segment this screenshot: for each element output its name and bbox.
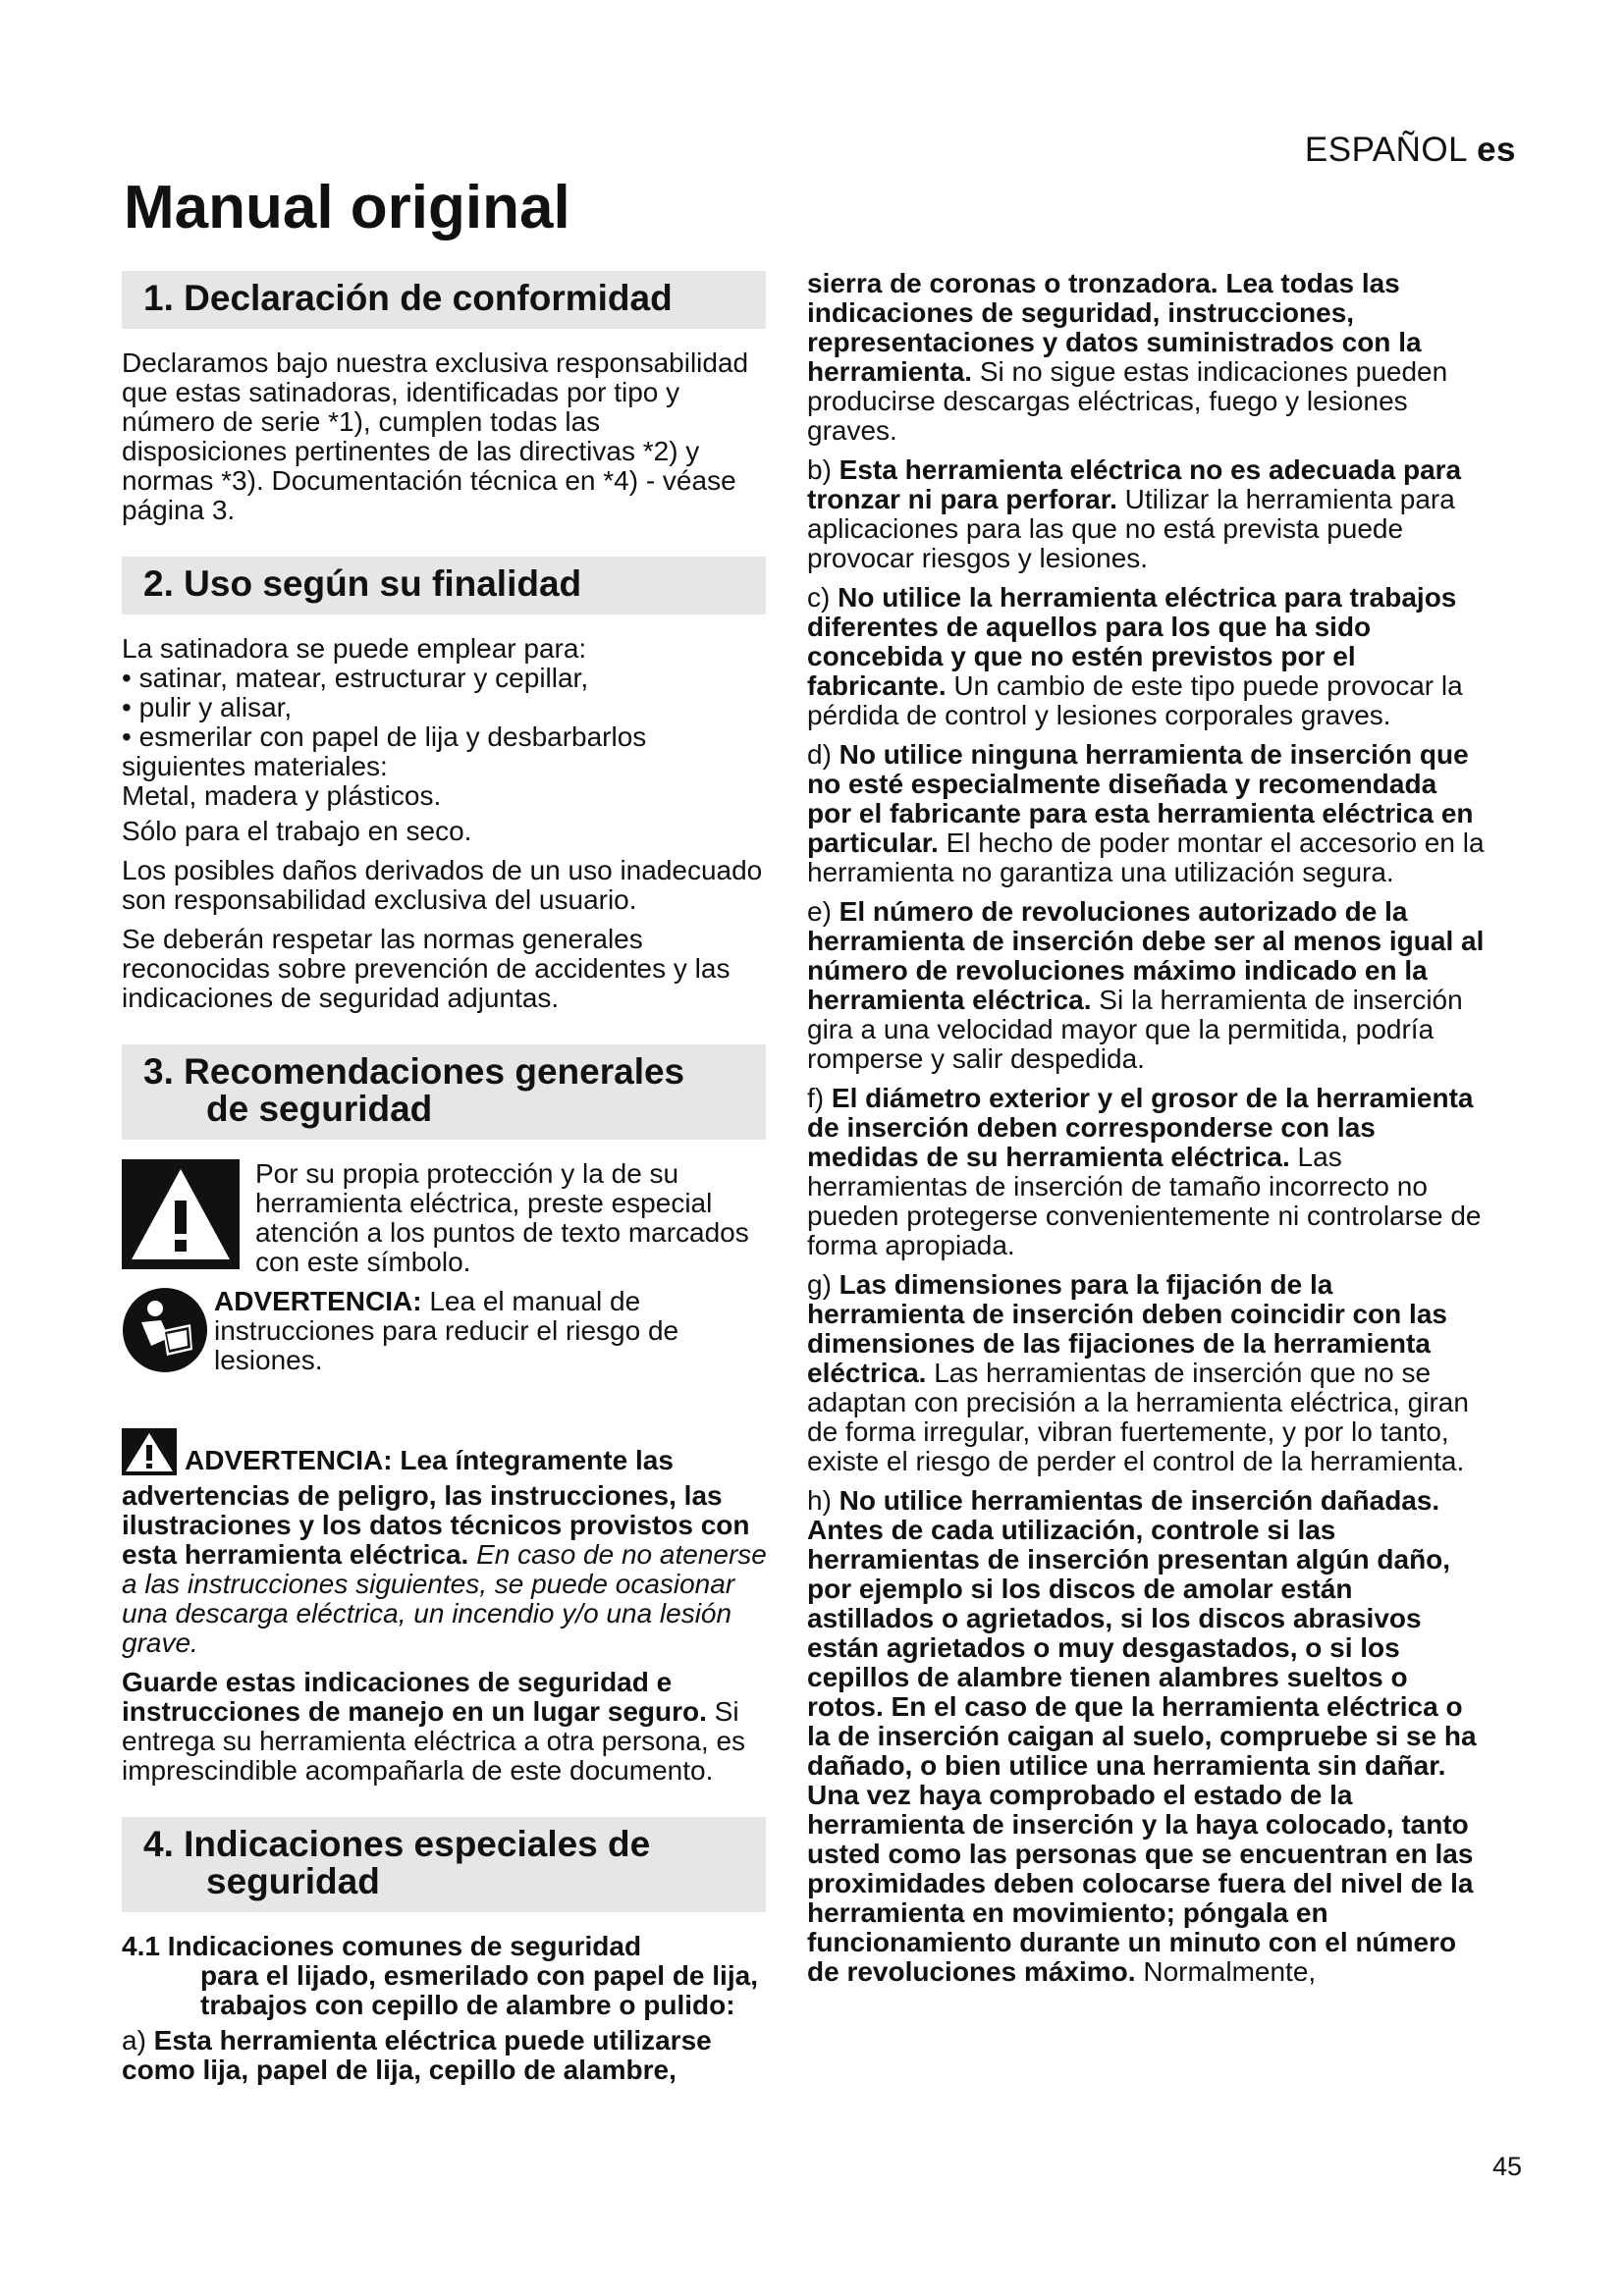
keep-instructions: Guarde estas indicaciones de seguridad e instrucciones de manejo en un lugar seguro. Si entrega su herramienta eléctrica a otra persona, es imprescindible acompañarla de este documento. <box>122 1667 746 1786</box>
norms-text: Se deberán respetar las normas generales reconocidas sobre prevención de accidentes y las indicaciones de seguridad adjuntas. <box>122 924 731 1013</box>
damage-text: Los posibles daños derivados de un uso inadecuado son responsabilidad exclusiva del usuario. <box>122 855 763 915</box>
left-column <box>122 271 768 2095</box>
language-label: ESPAÑOL es <box>1304 131 1516 169</box>
read-manual-note: ADVERTENCIA: Lea el manual de instrucciones para reducir el riesgo de lesiones. <box>122 1287 768 1379</box>
item-c: c) No utilice la herramienta eléctrica para trabajos diferentes de aquellos para los que ha sido concebida y que no estén previstos por el fabricante. Un cambio de este tipo puede provocar la pérdida de control y lesiones corporales graves. <box>807 582 1463 730</box>
list-item: • esmerilar con papel de lija y desbarbarlos <box>122 721 647 752</box>
item-g: g) Las dimensiones para la fijación de la herramienta de inserción deben coincidir con las dimensiones de las fijaciones de la herramienta eléctrica. Las herramientas de inserción que no se adaptan con precisión a la herramienta eléctrica, giran de forma irregular, vibran fuertemente, y por lo tanto, existe el riesgo de perder el control de la herramienta. <box>807 1269 1469 1476</box>
item-d: d) No utilice ninguna herramienta de inserción que no esté especialmente diseñada y recomendada por el fabricante para esta herramienta eléctrica en particular. El hecho de poder montar el accesorio en la herramienta no garantiza una utilización segura. <box>807 739 1485 887</box>
list-item: • satinar, matear, estructurar y cepillar, <box>122 663 589 693</box>
item-b: b) Esta herramienta eléctrica no es adecuada para tronzar ni para perforar. Utilizar la herramienta para aplicaciones para las que no está prevista puede provocar riesgos y lesiones. <box>807 454 1462 573</box>
usage-intro: La satinadora se puede emplear para: <box>122 633 587 664</box>
subsection-heading-4-1: 4.1 Indicaciones comunes de seguridad para el lijado, esmerilado con papel de lija, trabajos con cepillo de alambre o pulido: <box>122 1931 758 2020</box>
item-f: f) El diámetro exterior y el grosor de la herramienta de inserción deben corresponderse con las medidas de su herramienta eléctrica. Las herramientas de inserción de tamaño incorrecto no pueden protegerse convenientemente ni controlarse de forma apropiada. <box>807 1083 1482 1260</box>
item-a: a) Esta herramienta eléctrica puede utilizarse como lija, papel de lija, cepillo de alambre, <box>122 2025 712 2085</box>
section-heading-3: 3. Recomendaciones generales de seguridad <box>122 1044 766 1140</box>
list-item: • pulir y alisar, <box>122 692 293 722</box>
section-heading-1: 1. Declaración de conformidad <box>122 271 766 329</box>
item-h: h) No utilice herramientas de inserción dañadas. Antes de cada utilización, controle si las herramientas de inserción presentan algún daño, por ejemplo si los discos de amolar están astillados o agrietados, si los discos abrasivos están agrietados o muy desgastados, o si los cepillos de alambre tienen alambres sueltos o rotos. En el caso de que la herramienta eléctrica o la de inserción caigan al suelo, compruebe si se ha dañado, o bien utilice una herramienta sin dañar. Una vez haya comprobado el estado de la herramienta de inserción y la haya colocado, tanto usted como las personas que se encuentran en las proximidades deben colocarse fuera del nivel de la herramienta en movimiento; póngala en funcionamiento durante un minuto con el número de revoluciones máximo. Normalmente, <box>807 1485 1477 1987</box>
usage-list <box>122 634 768 811</box>
read-manual-icon <box>122 1287 208 1379</box>
materials-intro: siguientes materiales: <box>122 751 388 781</box>
item-e: e) El número de revoluciones autorizado de la herramienta de inserción debe ser al menos igual al número de revoluciones máximo indicado en la herramienta eléctrica. Si la herramienta de inserción gira a una velocidad mayor que la permitida, podría romperse y salir despedida. <box>807 896 1485 1074</box>
item-a-continued: sierra de coronas o tronzadora. Lea todas las indicaciones de seguridad, instrucciones, representaciones y datos suministrados con la herramienta. Si no sigue estas indicaciones pueden producirse descargas eléctricas, fuego y lesiones graves. <box>807 268 1448 446</box>
warning-small-icon <box>122 1428 177 1481</box>
right-column <box>807 269 1485 1997</box>
general-warning: ADVERTENCIA: Lea íntegramente las advertencias de peligro, las instrucciones, las ilustraciones y los datos técnicos provistos con esta herramienta eléctrica. En caso de no atenerse a las instrucciones siguientes, se puede ocasionar una descarga eléctrica, un incendio y/o una lesión grave. <box>122 1428 768 1658</box>
section-heading-4: 4. Indicaciones especiales de seguridad <box>122 1817 766 1912</box>
warning-triangle-icon <box>122 1159 240 1275</box>
materials-text: Metal, madera y plásticos. <box>122 780 442 811</box>
page-title: Manual original <box>124 174 570 241</box>
dry-work-text: Sólo para el trabajo en seco. <box>122 816 472 846</box>
section-heading-2: 2. Uso según su finalidad <box>122 557 766 614</box>
page-number: 45 <box>1491 2152 1522 2181</box>
symbol-note: Por su propia protección y la de su herramienta eléctrica, preste especial atención a los puntos de texto marcados con este símbolo. <box>122 1159 768 1277</box>
conformity-text: Declaramos bajo nuestra exclusiva responsabilidad que estas satinadoras, identificadas por tipo y número de serie *1), cumplen todas las disposiciones pertinentes de las directivas *2) y normas *3). Documentación técnica en *4) - véase página 3. <box>122 347 749 525</box>
